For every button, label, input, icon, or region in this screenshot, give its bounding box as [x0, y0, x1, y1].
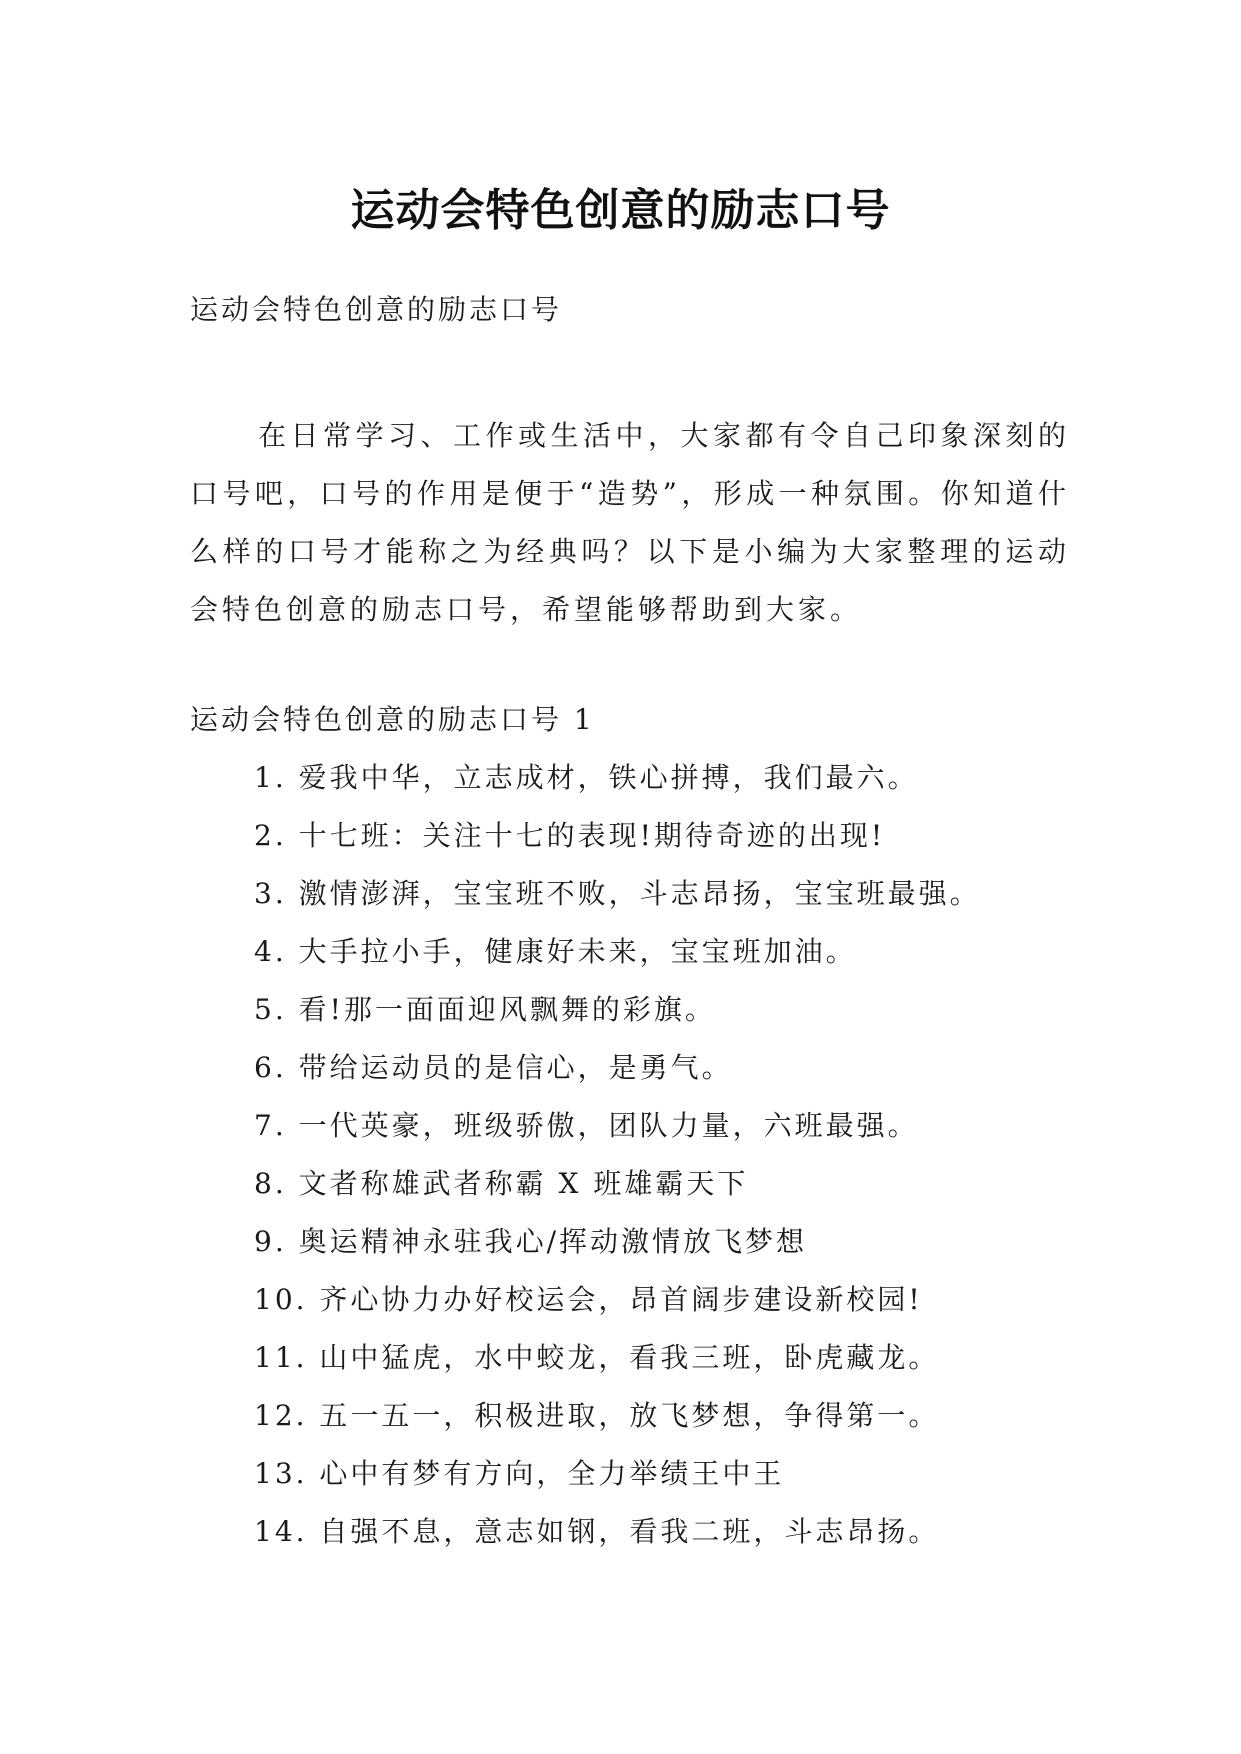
list-item: 8. 文者称雄武者称霸 X 班雄霸天下 — [254, 1167, 749, 1200]
list-item: 5. 看!那一面面迎风飘舞的彩旗。 — [254, 993, 716, 1026]
list-item: 9. 奥运精神永驻我心/挥动激情放飞梦想 — [254, 1225, 808, 1258]
list-item: 14. 自强不息，意志如钢，看我二班，斗志昂扬。 — [254, 1515, 940, 1548]
list-item: 6. 带给运动员的是信心，是勇气。 — [254, 1051, 733, 1084]
section-heading: 运动会特色创意的励志口号 1 — [190, 703, 595, 736]
list-item: 12. 五一五一，积极进取，放飞梦想，争得第一。 — [254, 1399, 940, 1432]
list-item: 2. 十七班：关注十七的表现!期待奇迹的出现! — [254, 819, 886, 852]
list-item: 11. 山中猛虎，水中蛟龙，看我三班，卧虎藏龙。 — [254, 1341, 940, 1374]
intro-paragraph: 在日常学习、工作或生活中，大家都有令自己印象深刻的口号吧，口号的作用是便于“造势”，形成一种氛围。你知道什么样的口号才能称之为经典吗？以下是小编为大家整理的运动会特色创意的励志口号，希望能够帮助到大家。 — [190, 419, 1070, 626]
list-item: 10. 齐心协力办好校运会，昂首阔步建设新校园! — [254, 1283, 923, 1316]
list-item: 4. 大手拉小手，健康好未来，宝宝班加油。 — [254, 935, 857, 968]
list-item: 1. 爱我中华，立志成材，铁心拼搏，我们最六。 — [254, 761, 919, 794]
list-item: 13. 心中有梦有方向，全力举绩王中王 — [254, 1457, 785, 1490]
document-subtitle: 运动会特色创意的励志口号 — [190, 293, 563, 326]
list-item: 3. 激情澎湃，宝宝班不败，斗志昂扬，宝宝班最强。 — [254, 877, 981, 910]
slogan-list — [254, 758, 981, 1570]
document-title: 运动会特色创意的励志口号 — [350, 185, 891, 237]
list-item: 7. 一代英豪，班级骄傲，团队力量，六班最强。 — [254, 1109, 919, 1142]
